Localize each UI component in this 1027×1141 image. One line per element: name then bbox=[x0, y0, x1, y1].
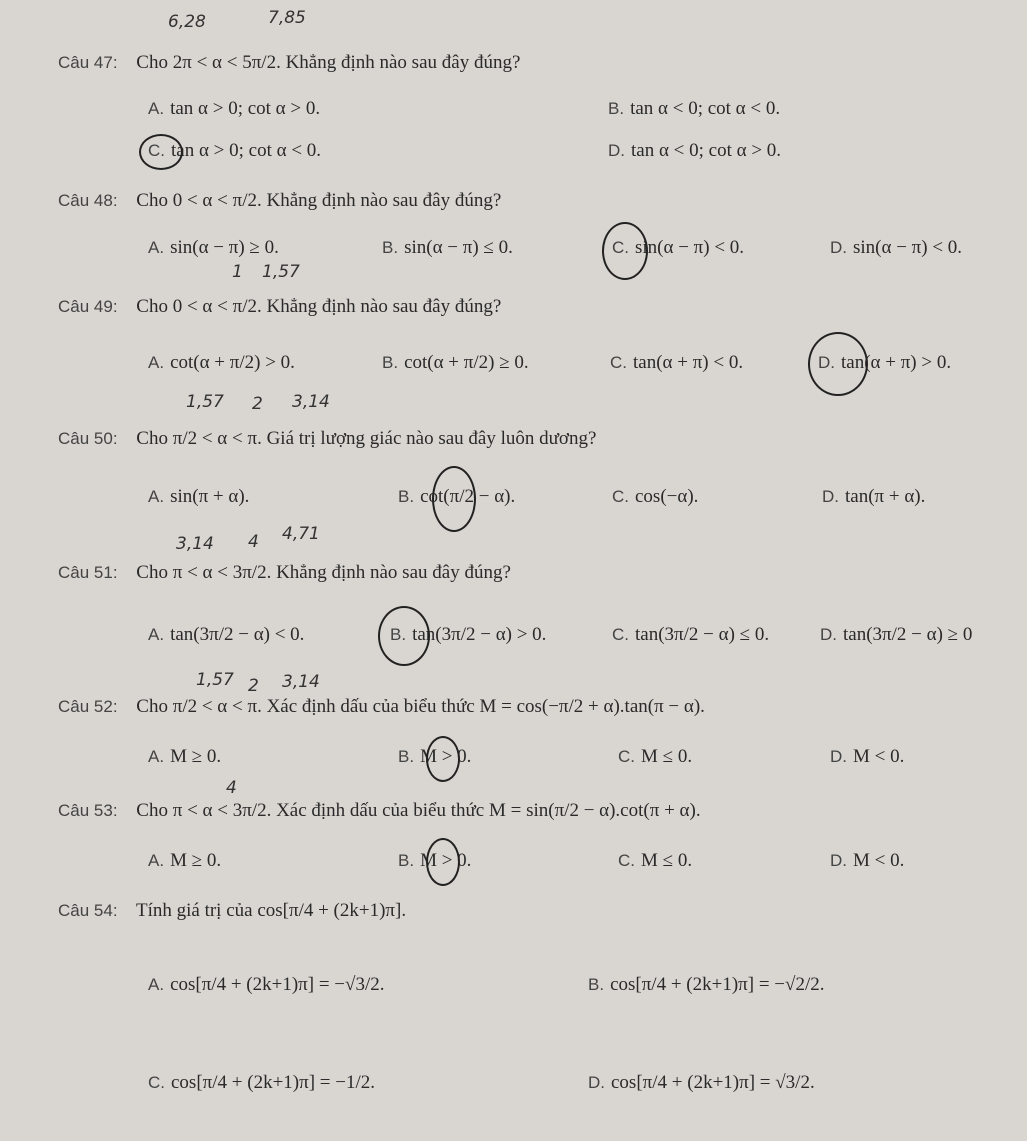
option-letter: D. bbox=[588, 1073, 605, 1092]
handwritten-note: 1 bbox=[232, 262, 243, 282]
question-stem: Cho π < α < 3π/2. Xác định dấu của biểu thức M = sin(π/2 − α).cot(π + α). bbox=[136, 800, 701, 821]
option-letter: B. bbox=[382, 353, 399, 372]
option-text: cot(α + π/2) ≥ 0. bbox=[404, 352, 529, 373]
option-letter: D. bbox=[818, 353, 835, 372]
option-text: cos[π/4 + (2k+1)π] = −√3/2. bbox=[170, 974, 385, 995]
option-d[interactable] bbox=[608, 140, 781, 162]
option-b[interactable] bbox=[608, 98, 780, 120]
option-b[interactable] bbox=[588, 974, 824, 996]
option-c[interactable] bbox=[618, 850, 692, 872]
option-text: M ≤ 0. bbox=[641, 746, 693, 767]
option-d[interactable] bbox=[830, 746, 904, 768]
option-a[interactable] bbox=[148, 746, 221, 768]
option-text: cot(α + π/2) > 0. bbox=[170, 352, 295, 373]
option-text: sin(α − π) ≤ 0. bbox=[404, 237, 513, 258]
option-d[interactable] bbox=[822, 486, 925, 508]
handwritten-note: 1,57 bbox=[196, 670, 234, 690]
option-letter: A. bbox=[148, 625, 165, 644]
option-text: tan(α + π) < 0. bbox=[633, 352, 744, 373]
option-letter: C. bbox=[618, 747, 635, 766]
option-text: M < 0. bbox=[853, 746, 905, 767]
option-letter: A. bbox=[148, 353, 165, 372]
option-letter: A. bbox=[148, 238, 165, 257]
option-a[interactable] bbox=[148, 850, 221, 872]
option-a[interactable] bbox=[148, 352, 295, 374]
option-c[interactable] bbox=[618, 746, 692, 768]
option-letter: C. bbox=[618, 851, 635, 870]
answer-circle-mark bbox=[378, 606, 430, 666]
option-text: sin(α − π) < 0. bbox=[635, 237, 745, 258]
handwritten-note: 1,57 bbox=[186, 392, 224, 412]
option-letter: C. bbox=[610, 353, 627, 372]
option-letter: D. bbox=[608, 141, 625, 160]
option-letter: C. bbox=[148, 141, 165, 160]
option-text: M ≥ 0. bbox=[170, 850, 222, 871]
option-letter: D. bbox=[820, 625, 837, 644]
question-label: Câu 51: bbox=[58, 563, 118, 582]
option-letter: A. bbox=[148, 851, 165, 870]
answer-circle-mark bbox=[602, 222, 648, 280]
question-label: Câu 53: bbox=[58, 801, 118, 820]
handwritten-note: 7,85 bbox=[268, 8, 306, 28]
option-letter: D. bbox=[830, 747, 847, 766]
option-letter: D. bbox=[830, 851, 847, 870]
handwritten-note: 6,28 bbox=[168, 12, 206, 32]
question-label: Câu 47: bbox=[58, 53, 118, 72]
option-letter: B. bbox=[398, 487, 415, 506]
answer-circle-mark bbox=[808, 332, 868, 396]
option-text: sin(α − π) ≥ 0. bbox=[170, 237, 279, 258]
question-label: Câu 52: bbox=[58, 697, 118, 716]
option-letter: B. bbox=[390, 625, 407, 644]
option-text: sin(π + α). bbox=[170, 486, 250, 507]
answer-circle-mark bbox=[432, 466, 476, 532]
option-text: cos[π/4 + (2k+1)π] = −√2/2. bbox=[610, 974, 825, 995]
option-a[interactable] bbox=[148, 486, 249, 508]
option-text: tan α < 0; cot α > 0. bbox=[631, 140, 782, 161]
handwritten-note: 3,14 bbox=[176, 534, 214, 554]
option-text: tan α < 0; cot α < 0. bbox=[630, 98, 781, 119]
option-text: tan α > 0; cot α > 0. bbox=[170, 98, 321, 119]
option-text: tan(α + π) > 0. bbox=[841, 352, 952, 373]
handwritten-note: 4,71 bbox=[282, 524, 320, 544]
option-d[interactable] bbox=[820, 624, 972, 646]
handwritten-note: 3,14 bbox=[282, 672, 320, 692]
option-c[interactable] bbox=[612, 486, 698, 508]
option-c[interactable] bbox=[610, 352, 743, 374]
question-stem: Cho π < α < 3π/2. Khẳng định nào sau đây đúng? bbox=[136, 562, 511, 583]
option-text: cos[π/4 + (2k+1)π] = √3/2. bbox=[611, 1072, 815, 1093]
option-text: cot(π/2 − α). bbox=[420, 486, 516, 507]
question-label: Câu 54: bbox=[58, 901, 118, 920]
question-stem: Cho 2π < α < 5π/2. Khẳng định nào sau đây đúng? bbox=[136, 52, 521, 73]
question-stem: Tính giá trị của cos[π/4 + (2k+1)π]. bbox=[135, 900, 407, 921]
question-stem: Cho π/2 < α < π. Giá trị lượng giác nào sau đây luôn dương? bbox=[136, 428, 597, 449]
option-c[interactable] bbox=[612, 624, 769, 646]
handwritten-note: 1,57 bbox=[262, 262, 300, 282]
option-letter: A. bbox=[148, 975, 165, 994]
question-stem: Cho 0 < α < π/2. Khẳng định nào sau đây đúng? bbox=[136, 190, 502, 211]
option-text: M ≤ 0. bbox=[641, 850, 693, 871]
handwritten-note: 3,14 bbox=[292, 392, 330, 412]
option-letter: A. bbox=[148, 487, 165, 506]
option-text: M ≥ 0. bbox=[170, 746, 222, 767]
option-letter: C. bbox=[612, 487, 629, 506]
option-letter: A. bbox=[148, 747, 165, 766]
option-letter: B. bbox=[608, 99, 625, 118]
option-letter: B. bbox=[398, 851, 415, 870]
answer-circle-mark bbox=[426, 838, 460, 886]
question-stem: Cho π/2 < α < π. Xác định dấu của biểu thức M = cos(−π/2 + α).tan(π − α). bbox=[136, 696, 705, 717]
option-d[interactable] bbox=[830, 850, 904, 872]
option-a[interactable] bbox=[148, 237, 279, 259]
option-text: tan(3π/2 − α) < 0. bbox=[170, 624, 305, 645]
option-letter: C. bbox=[148, 1073, 165, 1092]
option-letter: B. bbox=[398, 747, 415, 766]
option-letter: C. bbox=[612, 625, 629, 644]
option-text: cos(−α). bbox=[635, 486, 699, 507]
handwritten-note: 4 bbox=[226, 778, 237, 798]
option-d[interactable] bbox=[588, 1072, 815, 1094]
option-text: M < 0. bbox=[853, 850, 905, 871]
option-text: cos[π/4 + (2k+1)π] = −1/2. bbox=[171, 1072, 375, 1093]
option-b[interactable] bbox=[382, 352, 529, 374]
option-text: M > 0. bbox=[420, 850, 472, 871]
question-label: Câu 48: bbox=[58, 191, 118, 210]
option-text: sin(α − π) < 0. bbox=[853, 237, 963, 258]
option-letter: D. bbox=[822, 487, 839, 506]
option-d[interactable] bbox=[830, 237, 962, 259]
option-text: tan(π + α). bbox=[845, 486, 926, 507]
option-text: tan(3π/2 − α) > 0. bbox=[412, 624, 547, 645]
option-a[interactable] bbox=[148, 974, 384, 996]
option-text: tan(3π/2 − α) ≤ 0. bbox=[635, 624, 770, 645]
option-a[interactable] bbox=[148, 624, 304, 646]
option-a[interactable] bbox=[148, 98, 320, 120]
option-letter: D. bbox=[830, 238, 847, 257]
question-stem: Cho 0 < α < π/2. Khẳng định nào sau đây đúng? bbox=[136, 296, 502, 317]
handwritten-note: 2 bbox=[252, 394, 263, 414]
answer-circle-mark bbox=[426, 736, 460, 782]
handwritten-note: 2 bbox=[248, 676, 259, 696]
option-text: tan(3π/2 − α) ≥ 0 bbox=[843, 624, 973, 645]
handwritten-note: 4 bbox=[248, 532, 259, 552]
option-b[interactable] bbox=[382, 237, 513, 259]
option-letter: A. bbox=[148, 99, 165, 118]
question-label: Câu 50: bbox=[58, 429, 118, 448]
answer-circle-mark bbox=[139, 134, 183, 170]
option-text: M > 0. bbox=[420, 746, 472, 767]
option-c[interactable] bbox=[148, 1072, 375, 1094]
option-letter: C. bbox=[612, 238, 629, 257]
question-label: Câu 49: bbox=[58, 297, 118, 316]
option-text: tan α > 0; cot α < 0. bbox=[171, 140, 322, 161]
option-letter: B. bbox=[588, 975, 605, 994]
option-letter: B. bbox=[382, 238, 399, 257]
